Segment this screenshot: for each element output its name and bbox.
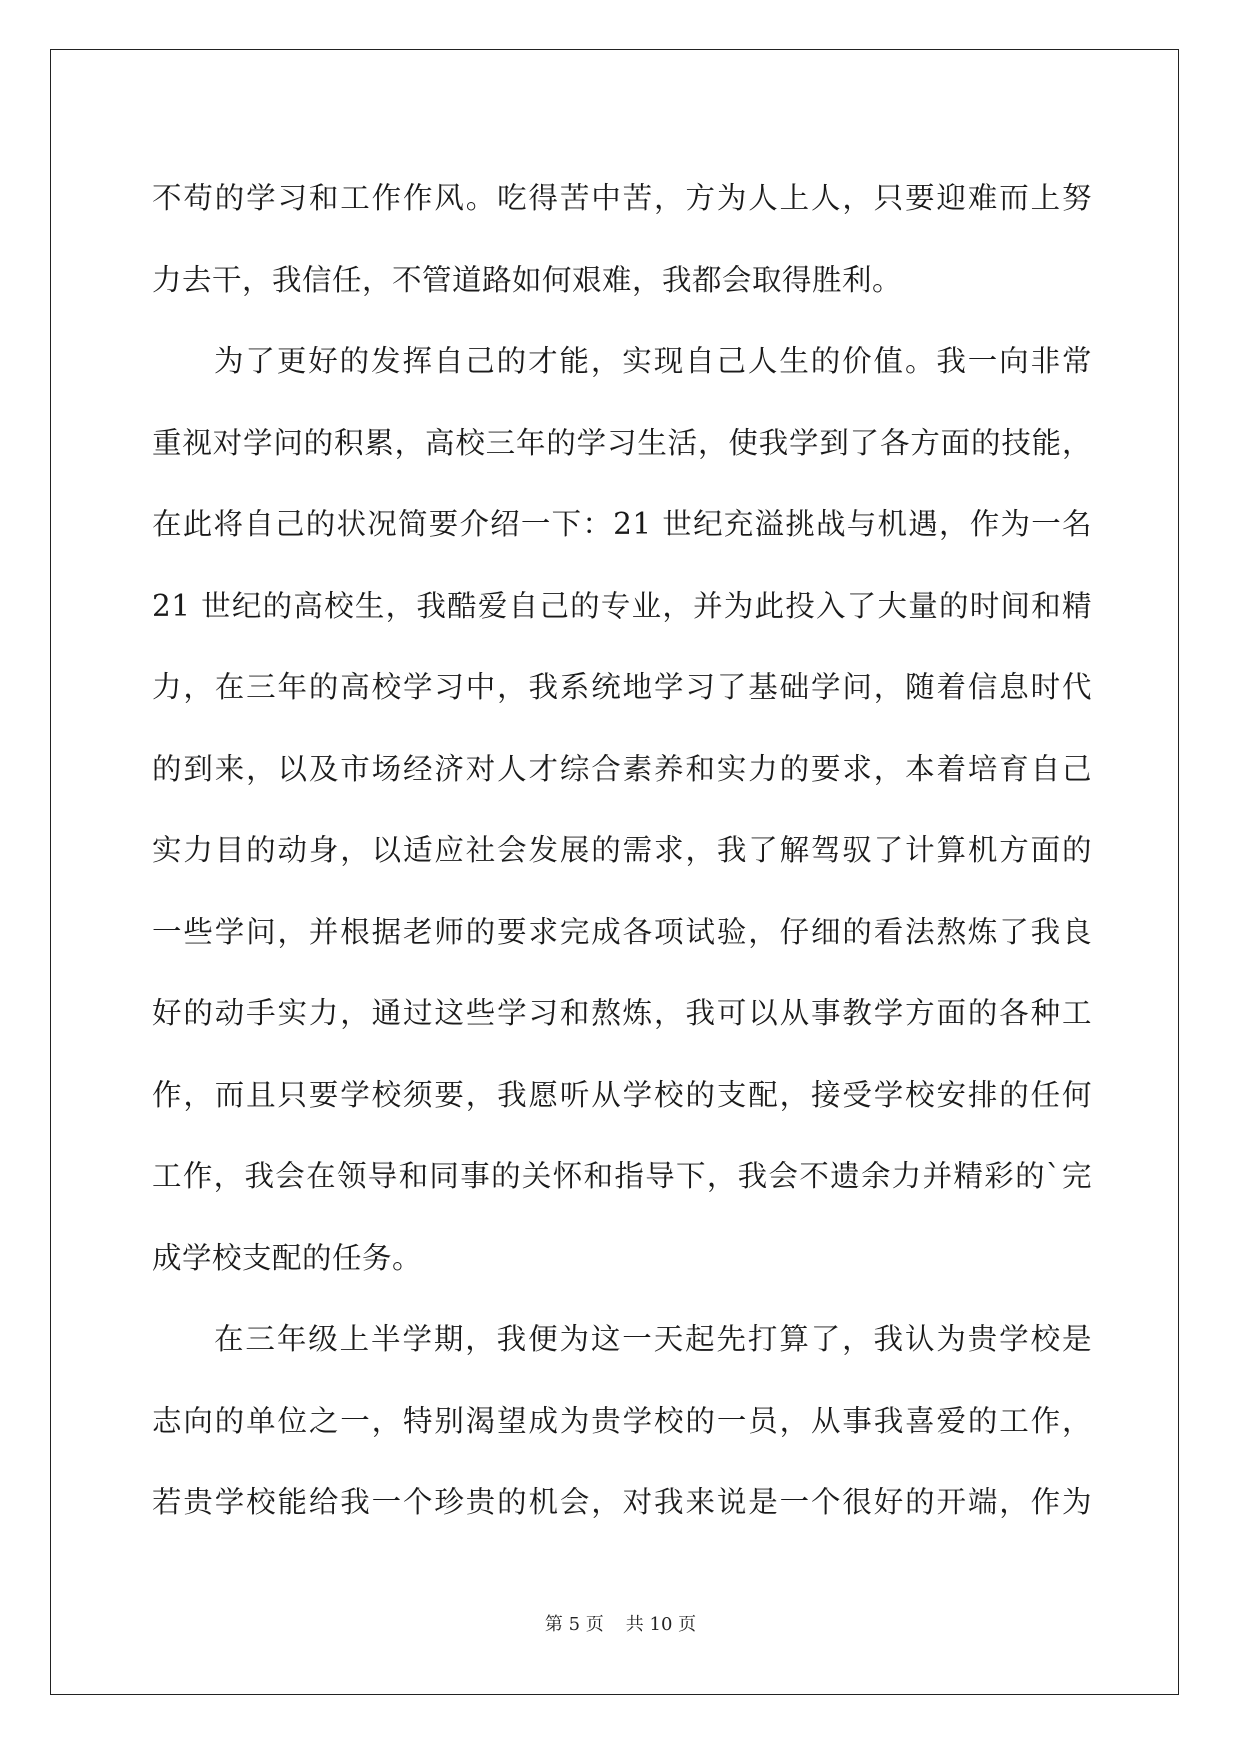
text-line: 若贵学校能给我一个珍贵的机会，对我来说是一个很好的开端，作为 <box>152 1485 1092 1519</box>
page-number-total: 共 10 页 <box>625 1614 697 1635</box>
text-line: 力，在三年的高校学习中，我系统地学习了基础学问，随着信息时代 <box>152 670 1092 704</box>
text-line: 在三年级上半学期，我便为这一天起先打算了，我认为贵学校是 <box>214 1322 1092 1356</box>
text-line: 工作，我会在领导和同事的关怀和指导下，我会不遗余力并精彩的`完 <box>152 1159 1092 1193</box>
text-line: 力去干，我信任，不管道路如何艰难，我都会取得胜利。 <box>152 262 903 297</box>
text-line: 作，而且只要学校须要，我愿听从学校的支配，接受学校安排的任何 <box>152 1077 1092 1112</box>
text-line: 不苟的学习和工作作风。吃得苦中苦，方为人上人，只要迎难而上努 <box>152 181 1092 215</box>
text-line: 志向的单位之一，特别渴望成为贵学校的一员，从事我喜爱的工作， <box>152 1403 1092 1438</box>
text-line: 重视对学问的积累，高校三年的学习生活，使我学到了各方面的技能， <box>152 425 1092 460</box>
text-line: 好的动手实力，通过这些学习和熬炼，我可以从事教学方面的各种工 <box>152 996 1092 1030</box>
text-line: 为了更好的发挥自己的才能，实现自己人生的价值。我一向非常 <box>214 344 1092 378</box>
text-line: 实力目的动身，以适应社会发展的需求，我了解驾驭了计算机方面的 <box>152 833 1092 867</box>
text-line: 成学校支配的任务。 <box>152 1240 423 1275</box>
text-line: 一些学问，并根据老师的要求完成各项试验，仔细的看法熬炼了我良 <box>152 914 1092 949</box>
text-line: 在此将自己的状况简要介绍一下：21 世纪充溢挑战与机遇，作为一名 <box>152 507 1092 541</box>
text-line: 的到来，以及市场经济对人才综合素养和实力的要求，本着培育自己 <box>152 751 1092 786</box>
page-number-current: 第 5 页 <box>544 1614 604 1635</box>
text-line: 21 世纪的高校生，我酷爱自己的专业，并为此投入了大量的时间和精 <box>152 588 1092 623</box>
body-text <box>152 158 1092 1544</box>
page-footer <box>0 1610 1241 1636</box>
